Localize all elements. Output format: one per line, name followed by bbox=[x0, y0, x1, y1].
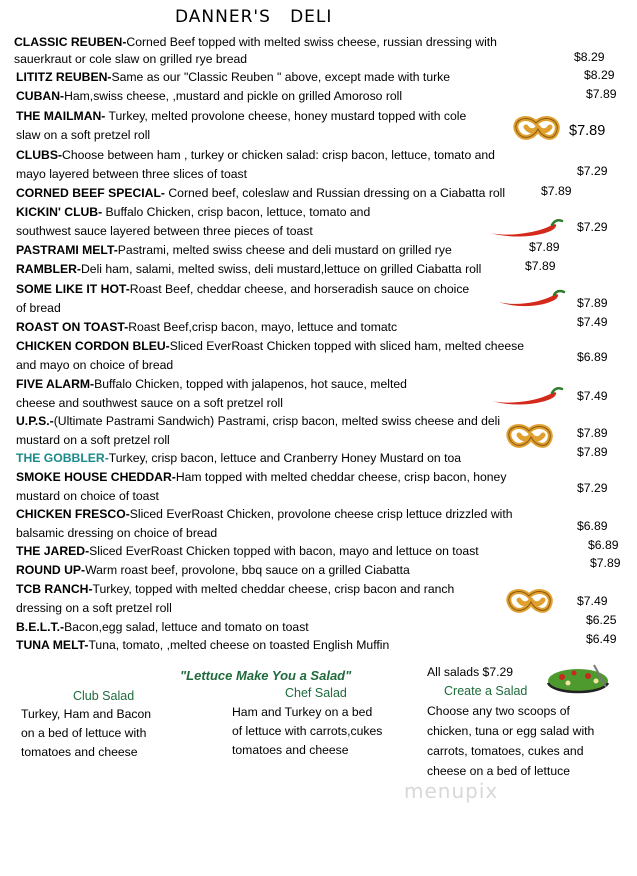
item-desc: Buffalo Chicken, crisp bacon, lettuce, tomato and bbox=[102, 205, 371, 219]
create-salad-desc bbox=[427, 701, 594, 781]
create-salad-title: Create a Salad bbox=[444, 684, 528, 698]
item-price: $7.89 bbox=[569, 123, 606, 139]
item-name: B.E.L.T.- bbox=[16, 620, 65, 634]
menu-item-desc-line: mayo layered between three slices of toast bbox=[16, 167, 248, 181]
desc-line: Ham and Turkey on a bed bbox=[232, 705, 373, 719]
item-name: ROUND UP- bbox=[16, 563, 86, 577]
chef-salad-title: Chef Salad bbox=[285, 686, 347, 700]
menu-item-ups bbox=[16, 414, 500, 428]
item-price: $7.89 bbox=[590, 556, 621, 570]
item-price: $6.49 bbox=[586, 632, 617, 646]
desc-line: on a bed of lettuce with bbox=[21, 726, 147, 740]
menu-item-desc-line: mustard on choice of toast bbox=[16, 489, 159, 503]
menu-item-desc-line: and mayo on choice of bread bbox=[16, 358, 174, 372]
menu-item-tcb-ranch bbox=[16, 582, 454, 596]
salad-section-title: "Lettuce Make You a Salad" bbox=[180, 668, 352, 683]
item-name: RAMBLER- bbox=[16, 262, 81, 276]
item-name: PASTRAMI MELT- bbox=[16, 243, 118, 257]
item-price: $7.89 bbox=[529, 240, 560, 254]
chili-pepper-icon bbox=[490, 385, 564, 407]
menu-item-desc-line: cheese and southwest sauce on a soft pretzel roll bbox=[16, 396, 283, 410]
item-price: $7.49 bbox=[577, 315, 608, 329]
menu-item-desc-line: southwest sauce layered between three pieces of toast bbox=[16, 224, 313, 238]
pretzel-icon bbox=[505, 584, 557, 616]
menu-item-desc-line: slaw on a soft pretzel roll bbox=[16, 128, 151, 142]
item-desc: Bacon,egg salad, lettuce and tomato on toast bbox=[64, 620, 309, 634]
item-price: $7.49 bbox=[577, 389, 608, 403]
item-desc: Sliced EverRoast Chicken topped with bacon, mayo and lettuce on toast bbox=[89, 544, 479, 558]
item-desc: Sliced EverRoast Chicken, provolone cheese crisp lettuce drizzled with bbox=[129, 507, 513, 521]
watermark: menupix bbox=[404, 779, 499, 803]
item-desc: Same as our "Classic Reuben " above, except made with turke bbox=[111, 70, 451, 84]
item-price: $7.89 bbox=[577, 445, 608, 459]
desc-line: Turkey, Ham and Bacon bbox=[21, 707, 152, 721]
item-name: ROAST ON TOAST- bbox=[16, 320, 129, 334]
menu-item-desc-line: dressing on a soft pretzel roll bbox=[16, 601, 172, 615]
menu-item-roast-on-toast bbox=[16, 320, 397, 334]
item-price: $8.29 bbox=[584, 68, 615, 82]
menu-item-some-like-it-hot bbox=[16, 282, 469, 296]
item-desc: Corned beef, coleslaw and Russian dressing on a Ciabatta roll bbox=[164, 186, 506, 200]
desc-line: tomatoes and cheese bbox=[21, 745, 138, 759]
item-desc: Tuna, tomato, ,melted cheese on toasted English Muffin bbox=[88, 638, 390, 652]
item-name: CHICKEN CORDON BLEU- bbox=[16, 339, 170, 353]
menu-item-chicken-cordon-bleu bbox=[16, 339, 524, 353]
item-name: CLUBS- bbox=[16, 148, 63, 162]
item-name: THE GOBBLER- bbox=[16, 451, 109, 465]
item-price: $7.89 bbox=[541, 184, 572, 198]
menu-item-desc-line: sauerkraut or cole slaw on grilled rye bread bbox=[14, 52, 248, 66]
item-desc: Ham topped with melted cheddar cheese, crisp bacon, honey bbox=[175, 470, 507, 484]
item-desc: (Ultimate Pastrami Sandwich) Pastrami, crisp bacon, melted swiss cheese and deli bbox=[53, 414, 501, 428]
item-price: $7.89 bbox=[586, 87, 617, 101]
pretzel-icon bbox=[512, 111, 564, 143]
menu-item-five-alarm bbox=[16, 377, 407, 391]
club-salad-title: Club Salad bbox=[73, 689, 135, 703]
menu-item-kickin-club bbox=[16, 205, 370, 219]
item-price: $6.25 bbox=[586, 613, 617, 627]
item-desc: Warm roast beef, provolone, bbq sauce on a grilled Ciabatta bbox=[85, 563, 410, 577]
item-price: $6.89 bbox=[588, 538, 619, 552]
menu-item-belt bbox=[16, 620, 309, 634]
all-salads-price: All salads $7.29 bbox=[427, 665, 514, 679]
desc-line: cheese on a bed of lettuce bbox=[427, 764, 570, 778]
page-title: DANNER'S DELI bbox=[175, 7, 333, 27]
item-name: THE MAILMAN- bbox=[16, 109, 106, 123]
item-price: $6.89 bbox=[577, 519, 608, 533]
item-price: $6.89 bbox=[577, 350, 608, 364]
menu-item-lititz-reuben bbox=[16, 70, 450, 84]
item-desc: Roast Beef, cheddar cheese, and horseradish sauce on choice bbox=[129, 282, 470, 296]
pretzel-icon bbox=[505, 419, 557, 451]
item-name: U.P.S.- bbox=[16, 414, 54, 428]
item-desc: Buffalo Chicken, topped with jalapenos, hot sauce, melted bbox=[94, 377, 407, 391]
menu-item-corned-beef-special bbox=[16, 186, 505, 200]
item-name: SOME LIKE IT HOT- bbox=[16, 282, 130, 296]
menu-item-rambler bbox=[16, 262, 481, 276]
item-desc: Corned Beef topped with melted swiss cheese, russian dressing with bbox=[126, 35, 497, 49]
desc-line: carrots, tomatoes, cukes and bbox=[427, 744, 584, 758]
item-name: LITITZ REUBEN- bbox=[16, 70, 112, 84]
menu-item-smoke-house-cheddar bbox=[16, 470, 506, 484]
menu-item-desc-line: balsamic dressing on choice of bread bbox=[16, 526, 218, 540]
chili-pepper-icon bbox=[488, 217, 564, 239]
menu-item-clubs bbox=[16, 148, 495, 162]
item-price: $7.29 bbox=[577, 164, 608, 178]
item-desc: Sliced EverRoast Chicken topped with sliced ham, melted cheese bbox=[169, 339, 524, 353]
chef-salad-desc bbox=[232, 703, 382, 760]
item-name: TCB RANCH- bbox=[16, 582, 93, 596]
salad-bowl-icon bbox=[544, 663, 612, 697]
item-name: CLASSIC REUBEN- bbox=[14, 35, 127, 49]
item-desc: Deli ham, salami, melted swiss, deli mustard,lettuce on grilled Ciabatta roll bbox=[81, 262, 482, 276]
item-name: THE JARED- bbox=[16, 544, 90, 558]
item-price: $7.49 bbox=[577, 594, 608, 608]
chili-pepper-icon bbox=[494, 289, 566, 309]
item-desc: Turkey, topped with melted cheddar cheese, crisp bacon and ranch bbox=[92, 582, 455, 596]
item-name: TUNA MELT- bbox=[16, 638, 89, 652]
menu-item-chicken-fresco bbox=[16, 507, 513, 521]
desc-line: tomatoes and cheese bbox=[232, 743, 349, 757]
item-desc: Turkey, melted provolone cheese, honey mustard topped with cole bbox=[105, 109, 467, 123]
item-price: $7.89 bbox=[525, 259, 556, 273]
club-salad-desc bbox=[21, 705, 151, 762]
item-desc: Roast Beef,crisp bacon, mayo, lettuce and tomatc bbox=[128, 320, 398, 334]
item-price: $7.89 bbox=[577, 426, 608, 440]
menu-item-desc-line: of bread bbox=[16, 301, 61, 315]
item-desc: Choose between ham , turkey or chicken salad: crisp bacon, lettuce, tomato and bbox=[62, 148, 495, 162]
item-name: SMOKE HOUSE CHEDDAR- bbox=[16, 470, 176, 484]
menu-item-desc-line: mustard on a soft pretzel roll bbox=[16, 433, 170, 447]
menu-item-the-gobbler bbox=[16, 451, 461, 465]
item-desc: Pastrami, melted swiss cheese and deli mustard on grilled rye bbox=[117, 243, 452, 257]
menu-item-pastrami-melt bbox=[16, 243, 452, 257]
desc-line: Choose any two scoops of bbox=[427, 704, 570, 718]
menu-item-round-up bbox=[16, 563, 410, 577]
item-name: CUBAN- bbox=[16, 89, 65, 103]
item-name: CORNED BEEF SPECIAL- bbox=[16, 186, 165, 200]
menu-item-the-mailman bbox=[16, 109, 466, 123]
item-name: FIVE ALARM- bbox=[16, 377, 95, 391]
menu-item-tuna-melt bbox=[16, 638, 389, 652]
desc-line: chicken, tuna or egg salad with bbox=[427, 724, 595, 738]
item-price: $7.29 bbox=[577, 481, 608, 495]
item-desc: Ham,swiss cheese, ,mustard and pickle on grilled Amoroso roll bbox=[64, 89, 403, 103]
item-price: $7.89 bbox=[577, 296, 608, 310]
menu-item-the-jared bbox=[16, 544, 479, 558]
item-price: $8.29 bbox=[574, 50, 605, 64]
item-name: KICKIN' CLUB- bbox=[16, 205, 103, 219]
menu-item-cuban bbox=[16, 89, 402, 103]
menu-item-classic-reuben bbox=[14, 35, 497, 49]
item-price: $7.29 bbox=[577, 220, 608, 234]
item-name: CHICKEN FRESCO- bbox=[16, 507, 130, 521]
desc-line: of lettuce with carrots,cukes bbox=[232, 724, 383, 738]
item-desc: Turkey, crisp bacon, lettuce and Cranberry Honey Mustard on toa bbox=[108, 451, 462, 465]
